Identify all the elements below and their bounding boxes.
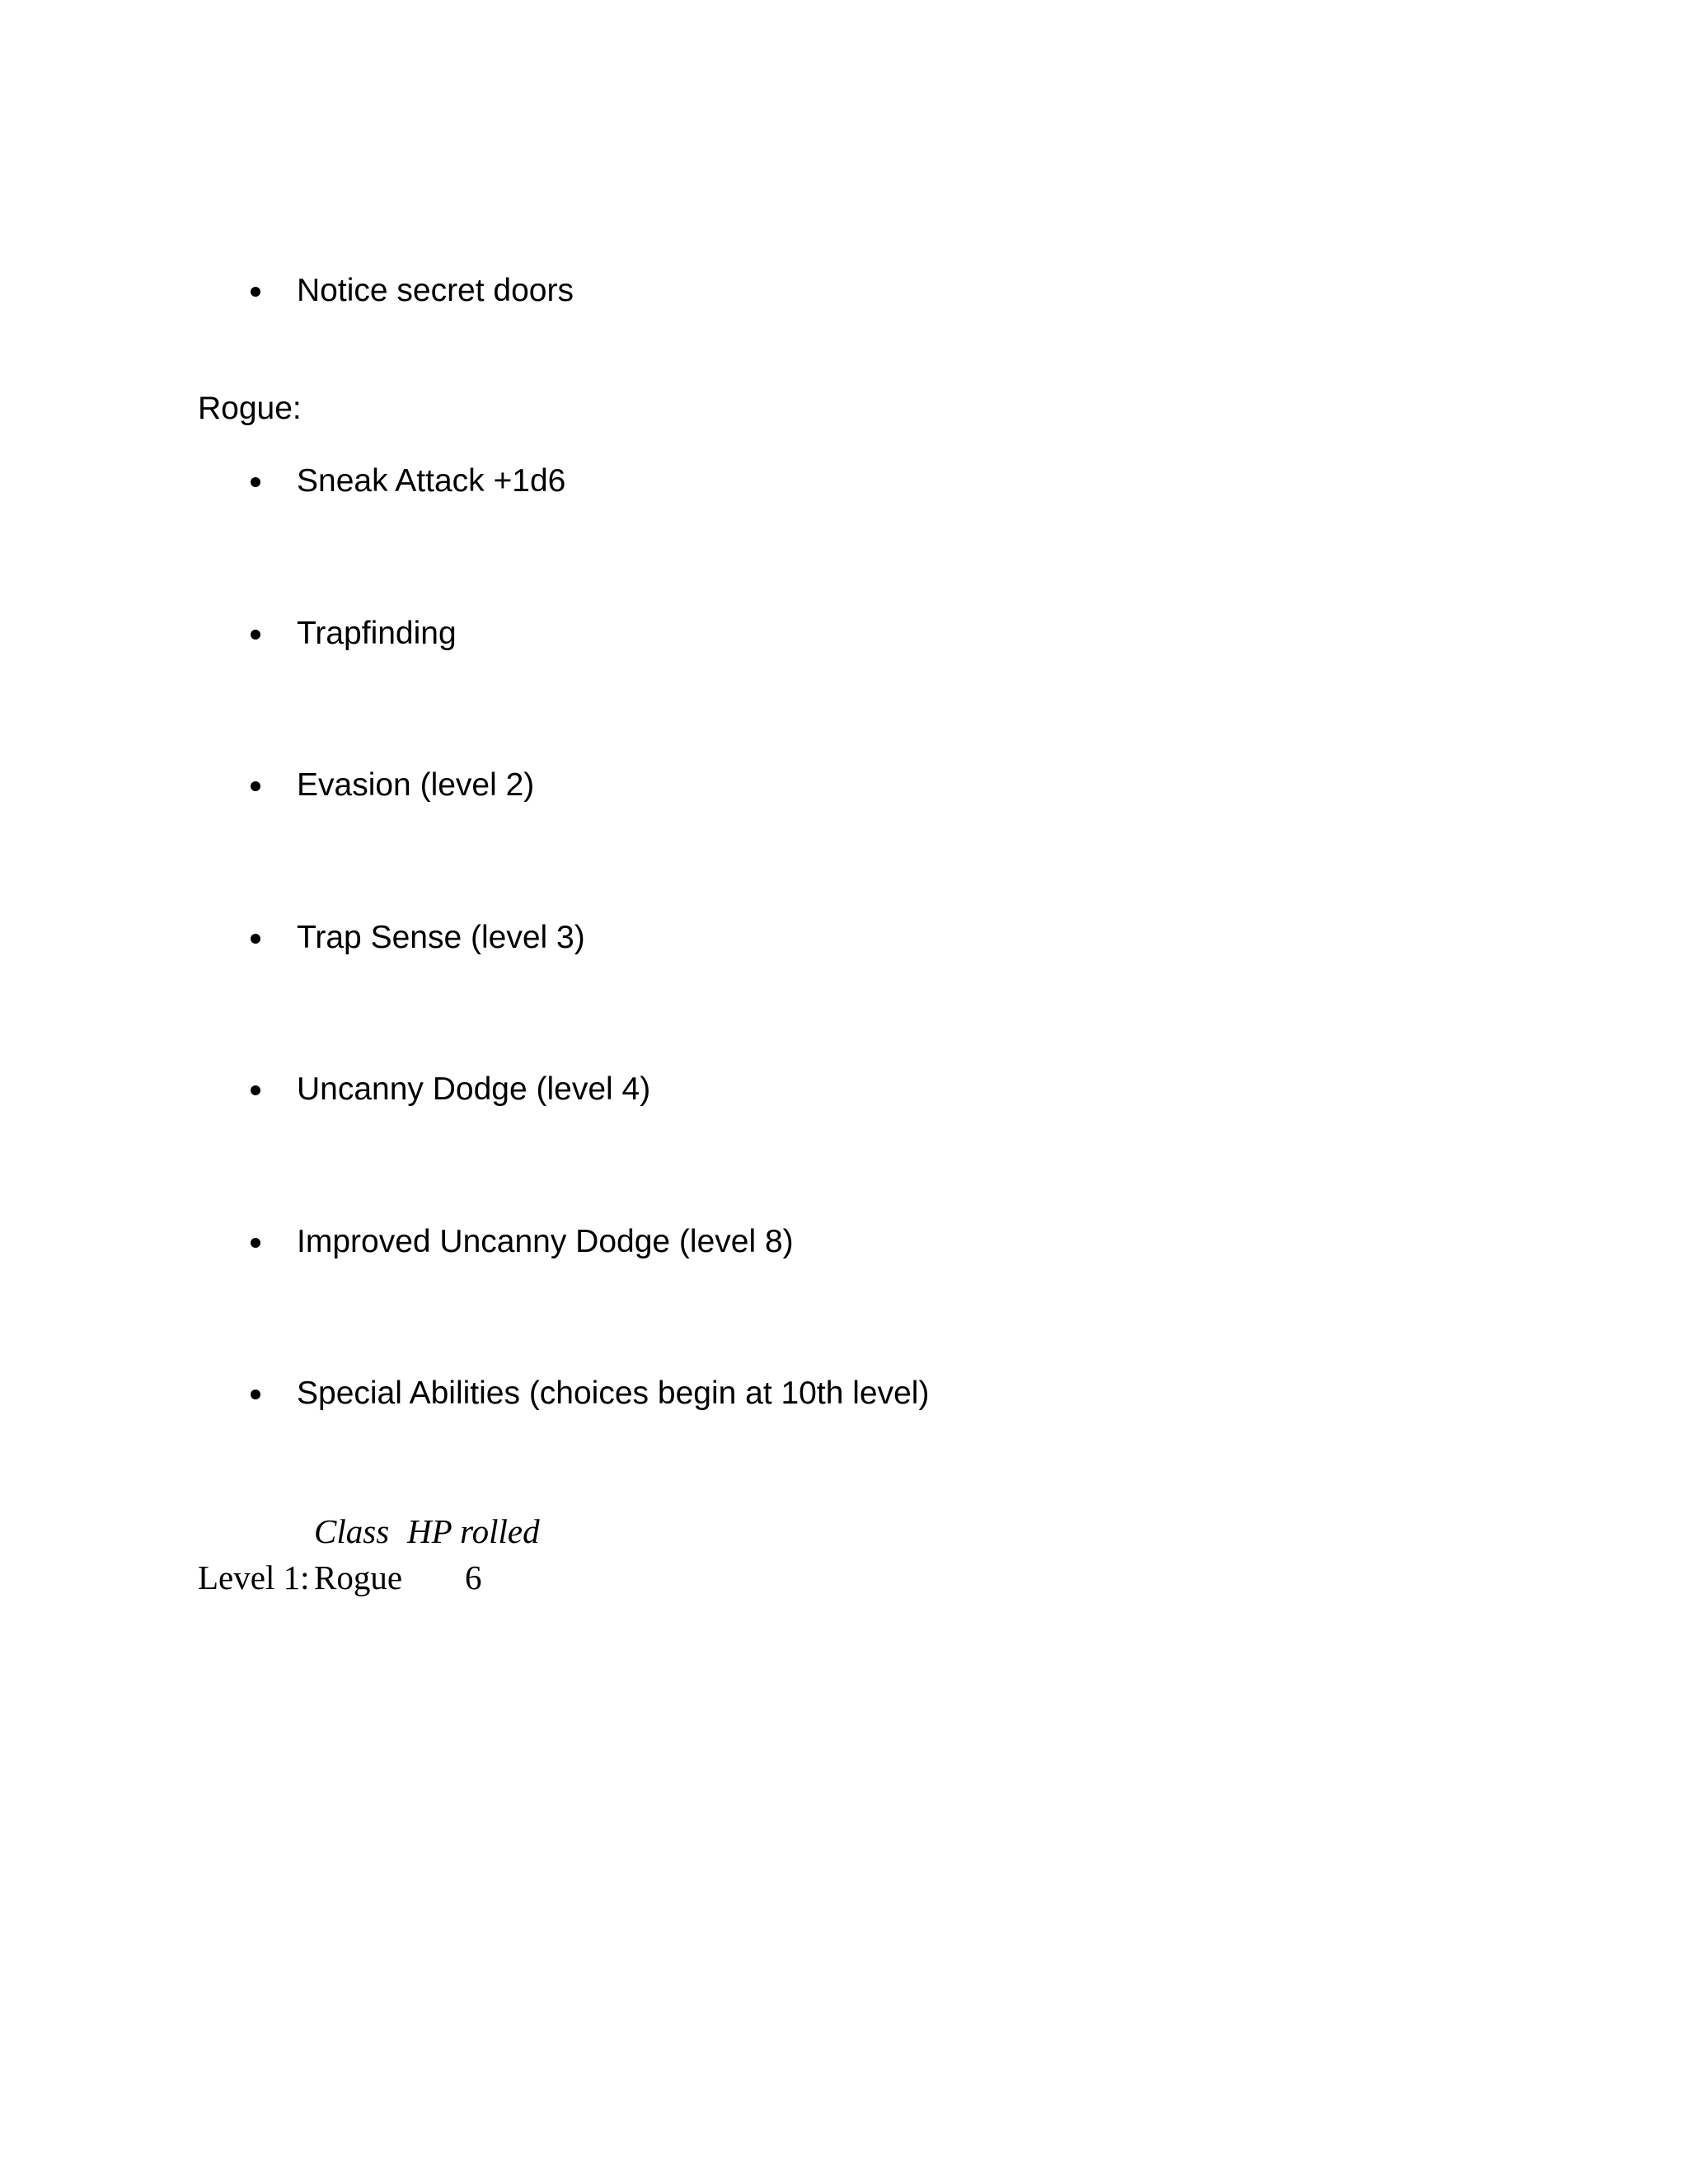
bullet-icon [251,630,260,640]
bullet-icon [251,287,260,297]
bullet-icon [251,781,260,791]
ability-text: Uncanny Dodge (level 4) [297,1071,651,1107]
ability-text: Trap Sense (level 3) [297,920,585,955]
bullet-icon [251,934,260,944]
bullet-icon [251,1390,260,1399]
ability-text: Trapfinding [297,616,457,651]
table-cell-hp: 6 [465,1558,482,1596]
list-item-text: Notice secret doors [297,273,574,308]
table-cell-level: Level 1: [198,1558,310,1596]
ability-text: Improved Uncanny Dodge (level 8) [297,1224,794,1259]
table-header-hp: HP rolled [407,1512,540,1550]
list-item [0,461,1319,502]
section-heading: Rogue: [198,391,302,426]
ability-text: Evasion (level 2) [297,767,535,803]
list-item [0,917,1319,958]
ability-text: Sneak Attack +1d6 [297,463,566,499]
list-item [0,613,1319,654]
list-item [0,1373,1319,1414]
table-header-class: Class [314,1512,390,1550]
list-item [0,270,1319,312]
list-item [0,1221,1319,1263]
ability-text: Special Abilities (choices begin at 10th level) [297,1376,930,1411]
bullet-icon [251,477,260,487]
table-cell-class: Rogue [314,1558,403,1596]
list-item [0,765,1319,806]
bullet-icon [251,1238,260,1248]
bullet-icon [251,1085,260,1095]
list-item [0,1069,1319,1110]
